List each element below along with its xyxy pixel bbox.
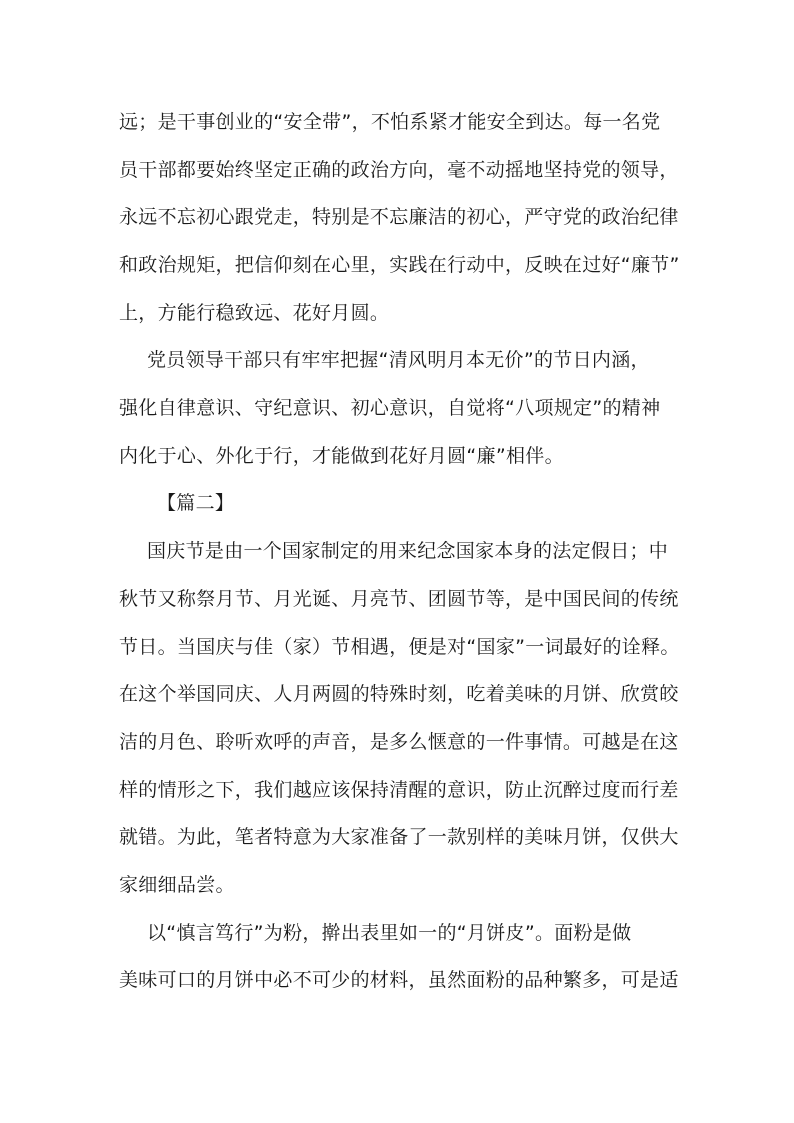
text-line-17: 家细细品尝。 (119, 874, 235, 896)
text-line-16: 就错。为此，笔者特意为大家准备了一款别样的美味月饼，仅供大 (119, 826, 679, 848)
text-line-1: 远；是干事创业的“安全带”，不怕系紧才能安全到达。每一名党 (119, 111, 661, 133)
text-line-15: 样的情形之下，我们越应该保持清醒的意识，防止沉醉过度而行差 (119, 779, 679, 801)
paragraph-start-line: 国庆节是由一个国家制定的用来纪念国家本身的法定假日；中 (147, 540, 669, 562)
text-line-13: 在这个举国同庆、人月两圆的特殊时刻，吃着美味的月饼、欣赏皎 (119, 683, 679, 705)
text-line-19: 美味可口的月饼中必不可少的材料，虽然面粉的品种繁多，可是适 (119, 969, 679, 991)
text-line-3: 永远不忘初心跟党走，特别是不忘廉洁的初心，严守党的政治纪律 (119, 206, 679, 228)
text-line-14: 洁的月色、聆听欢呼的声音，是多么惬意的一件事情。可越是在这 (119, 731, 679, 753)
section-heading: 【篇二】 (157, 492, 235, 514)
text-line-5: 上，方能行稳致远、花好月圆。 (119, 302, 390, 324)
paragraph-start-line: 以“慎言笃行”为粉，擀出表里如一的“月饼皮”。面粉是做 (147, 922, 632, 944)
text-line-7: 强化自律意识、守纪意识、初心意识，自觉将“八项规定”的精神 (119, 397, 661, 419)
text-line-2: 员干部都要始终坚定正确的政治方向，毫不动摇地坚持党的领导， (119, 159, 679, 181)
text-line-12: 节日。当国庆与佳（家）节相遇，便是对“国家”一词最好的诠释。 (119, 636, 680, 658)
paragraph-start-line: 党员领导干部只有牢牢把握“清风明月本无价”的节日内涵， (147, 349, 650, 371)
text-line-8: 内化于心、外化于行，才能做到花好月圆“廉”相伴。 (119, 445, 564, 467)
text-line-4: 和政治规矩，把信仰刻在心里，实践在行动中，反映在过好“廉节” (119, 254, 680, 276)
text-line-11: 秋节又称祭月节、月光诞、月亮节、团圆节等，是中国民间的传统 (119, 588, 679, 610)
